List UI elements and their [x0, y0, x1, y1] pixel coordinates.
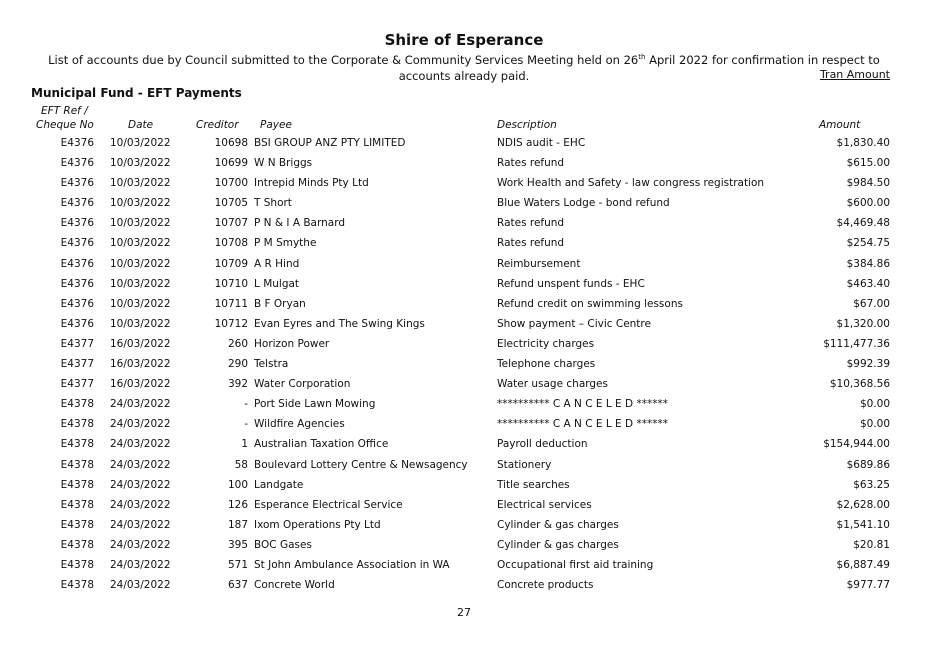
row-description: Refund unspent funds - EHC	[497, 277, 645, 290]
section-heading: Municipal Fund - EFT Payments	[31, 86, 242, 100]
table-row	[0, 275, 928, 295]
row-payee: Ixom Operations Pty Ltd	[254, 518, 381, 531]
col-header-date: Date	[128, 119, 154, 131]
table-row	[0, 536, 928, 556]
row-payee: B F Oryan	[254, 297, 306, 310]
row-date: 24/03/2022	[110, 518, 171, 531]
row-creditor: 637	[227, 579, 248, 592]
table-row	[0, 315, 928, 335]
row-date: 10/03/2022	[110, 217, 171, 230]
row-payee: Evan Eyres and The Swing Kings	[254, 317, 425, 330]
row-creditor: 1	[241, 438, 248, 451]
table-row	[0, 234, 928, 254]
row-description: ********** C A N C E L E D ******	[497, 398, 668, 411]
row-amount: $4,469.48	[836, 217, 890, 230]
row-payee: Landgate	[254, 478, 304, 491]
row-payee: Concrete World	[254, 579, 335, 592]
row-description: Stationery	[497, 458, 552, 471]
row-payee: T Short	[254, 197, 292, 210]
row-date: 24/03/2022	[110, 498, 171, 511]
row-creditor: -	[244, 418, 248, 431]
table-row	[0, 516, 928, 536]
row-date: 16/03/2022	[110, 358, 171, 371]
document-title: Shire of Esperance	[384, 31, 544, 49]
col-header-amount: Amount	[819, 119, 861, 131]
table-row	[0, 556, 928, 576]
table-row	[0, 174, 928, 194]
table-row	[0, 496, 928, 516]
row-ref-no: E4378	[60, 538, 94, 551]
row-date: 24/03/2022	[110, 538, 171, 551]
row-amount: $1,830.40	[836, 137, 890, 149]
row-ref-no: E4378	[60, 418, 94, 431]
row-creditor: 10709	[214, 257, 248, 270]
row-date: 24/03/2022	[110, 558, 171, 571]
row-description: Electrical services	[497, 498, 592, 511]
row-ref-no: E4378	[60, 518, 94, 531]
row-payee: A R Hind	[254, 257, 300, 270]
row-ref-no: E4376	[60, 237, 94, 250]
row-creditor: 58	[234, 458, 248, 471]
row-ref-no: E4376	[60, 197, 94, 210]
row-date: 24/03/2022	[110, 579, 171, 592]
row-creditor: 10712	[214, 317, 248, 330]
row-ref-no: E4377	[60, 337, 94, 350]
row-creditor: 395	[227, 538, 248, 551]
row-amount: $384.86	[846, 257, 890, 270]
table-row	[0, 476, 928, 496]
row-amount: $984.50	[846, 177, 890, 190]
row-creditor: 10700	[214, 177, 248, 190]
row-creditor: 392	[227, 378, 248, 391]
row-amount: $154,944.00	[823, 438, 890, 451]
row-description: ********** C A N C E L E D ******	[497, 418, 668, 431]
row-creditor: 10711	[214, 297, 248, 310]
row-amount: $600.00	[846, 197, 890, 210]
row-amount: $1,541.10	[836, 518, 890, 531]
row-date: 24/03/2022	[110, 458, 171, 471]
row-payee: Esperance Electrical Service	[254, 498, 403, 511]
row-payee: Australian Taxation Office	[254, 438, 389, 451]
row-creditor: 187	[227, 518, 248, 531]
row-amount: $2,628.00	[836, 498, 890, 511]
row-description: Cylinder & gas charges	[497, 518, 619, 531]
row-description: Cylinder & gas charges	[497, 538, 619, 551]
row-creditor: 126	[227, 498, 248, 511]
row-ref-no: E4376	[60, 257, 94, 270]
row-date: 24/03/2022	[110, 438, 171, 451]
row-creditor: 571	[227, 558, 248, 571]
row-amount: $977.77	[846, 579, 890, 592]
row-creditor: -	[244, 398, 248, 411]
row-date: 10/03/2022	[110, 157, 171, 170]
table-row	[0, 295, 928, 315]
row-payee: Horizon Power	[254, 337, 330, 350]
row-ref-no: E4378	[60, 398, 94, 411]
table-row	[0, 415, 928, 435]
subtitle-text-end: April 2022 for confirmation in respect to accounts already paid.	[398, 53, 880, 83]
row-description: Blue Waters Lodge - bond refund	[497, 197, 670, 210]
row-date: 16/03/2022	[110, 378, 171, 391]
row-amount: $689.86	[846, 458, 890, 471]
row-creditor: 10710	[214, 277, 248, 290]
row-description: Work Health and Safety - law congress registration	[497, 177, 765, 190]
payments-table	[0, 134, 928, 596]
row-payee: BOC Gases	[254, 538, 312, 551]
row-amount: $615.00	[846, 157, 890, 170]
row-payee: P M Smythe	[254, 237, 317, 250]
table-row	[0, 154, 928, 174]
row-payee: BSI GROUP ANZ PTY LIMITED	[254, 137, 406, 149]
row-amount: $6,887.49	[836, 558, 890, 571]
row-date: 10/03/2022	[110, 177, 171, 190]
row-ref-no: E4376	[60, 297, 94, 310]
row-ref-no: E4376	[60, 277, 94, 290]
row-ref-no: E4377	[60, 358, 94, 371]
row-creditor: 10707	[214, 217, 248, 230]
row-creditor: 290	[227, 358, 248, 371]
row-amount: $111,477.36	[823, 337, 890, 350]
row-amount: $0.00	[859, 398, 890, 411]
row-amount: $992.39	[846, 358, 890, 371]
row-ref-no: E4376	[60, 317, 94, 330]
col-header-creditor: Creditor	[196, 119, 239, 131]
row-description: Rates refund	[497, 237, 565, 250]
row-amount: $67.00	[853, 297, 890, 310]
row-payee: Telstra	[254, 358, 289, 371]
row-description: Telephone charges	[497, 358, 596, 371]
row-payee: Port Side Lawn Mowing	[254, 398, 376, 411]
table-row	[0, 456, 928, 476]
row-description: Rates refund	[497, 217, 565, 230]
table-row	[0, 214, 928, 234]
col-header-ref-line1: EFT Ref /	[41, 105, 88, 117]
table-row	[0, 435, 928, 455]
table-row	[0, 194, 928, 214]
row-creditor: 10708	[214, 237, 248, 250]
row-date: 10/03/2022	[110, 197, 171, 210]
row-date: 10/03/2022	[110, 317, 171, 330]
row-ref-no: E4378	[60, 438, 94, 451]
row-ref-no: E4376	[60, 177, 94, 190]
row-ref-no: E4378	[60, 478, 94, 491]
row-date: 10/03/2022	[110, 137, 171, 149]
row-creditor: 10698	[214, 137, 248, 149]
table-row	[0, 395, 928, 415]
row-amount: $63.25	[853, 478, 890, 491]
col-header-ref-line2: Cheque No	[36, 119, 94, 131]
col-header-description: Description	[497, 119, 557, 131]
row-payee: Boulevard Lottery Centre & Newsagency	[254, 458, 468, 471]
row-payee: L Mulgat	[254, 277, 300, 290]
row-payee: Wildfire Agencies	[254, 418, 345, 431]
row-description: Rates refund	[497, 157, 565, 170]
row-ref-no: E4378	[60, 579, 94, 592]
row-ref-no: E4376	[60, 137, 94, 149]
row-description: Refund credit on swimming lessons	[497, 297, 683, 310]
table-row	[0, 576, 928, 596]
row-amount: $1,320.00	[836, 317, 890, 330]
row-ref-no: E4378	[60, 498, 94, 511]
row-description: NDIS audit - EHC	[497, 137, 586, 149]
row-date: 10/03/2022	[110, 277, 171, 290]
table-row	[0, 355, 928, 375]
col-header-payee: Payee	[260, 119, 292, 131]
row-ref-no: E4377	[60, 378, 94, 391]
subtitle-ordinal-suffix: th	[638, 53, 646, 62]
row-payee: P N & I A Barnard	[254, 217, 345, 230]
row-date: 10/03/2022	[110, 297, 171, 310]
row-ref-no: E4378	[60, 558, 94, 571]
table-row	[0, 375, 928, 395]
row-description: Reimbursement	[497, 257, 581, 270]
row-description: Title searches	[497, 478, 570, 491]
row-payee: Intrepid Minds Pty Ltd	[254, 177, 369, 190]
row-amount: $0.00	[859, 418, 890, 431]
row-creditor: 10699	[214, 157, 248, 170]
table-row	[0, 335, 928, 355]
row-date: 24/03/2022	[110, 398, 171, 411]
row-payee: St John Ambulance Association in WA	[254, 558, 450, 571]
row-description: Occupational first aid training	[497, 558, 654, 571]
row-date: 24/03/2022	[110, 478, 171, 491]
row-amount: $10,368.56	[829, 378, 890, 391]
row-date: 16/03/2022	[110, 337, 171, 350]
row-creditor: 260	[227, 337, 248, 350]
row-ref-no: E4376	[60, 217, 94, 230]
subtitle-text-start: List of accounts due by Council submitted to the Corporate & Community Services Meeting held on 26	[48, 53, 639, 67]
page-number: 27	[457, 606, 471, 619]
document-subtitle	[48, 52, 880, 84]
table-row	[0, 134, 928, 154]
row-date: 10/03/2022	[110, 257, 171, 270]
row-payee: W N Briggs	[254, 157, 313, 170]
row-date: 24/03/2022	[110, 418, 171, 431]
table-row	[0, 255, 928, 275]
row-creditor: 10705	[214, 197, 248, 210]
row-ref-no: E4376	[60, 157, 94, 170]
row-ref-no: E4378	[60, 458, 94, 471]
row-date: 10/03/2022	[110, 237, 171, 250]
tran-amount-heading: Tran Amount	[819, 68, 890, 81]
row-amount: $20.81	[853, 538, 890, 551]
row-description: Payroll deduction	[497, 438, 588, 451]
row-description: Electricity charges	[497, 337, 595, 350]
row-description: Concrete products	[497, 579, 594, 592]
row-amount: $254.75	[846, 237, 890, 250]
row-description: Water usage charges	[497, 378, 608, 391]
row-amount: $463.40	[846, 277, 890, 290]
row-description: Show payment – Civic Centre	[497, 317, 651, 330]
row-creditor: 100	[227, 478, 248, 491]
row-payee: Water Corporation	[254, 378, 351, 391]
